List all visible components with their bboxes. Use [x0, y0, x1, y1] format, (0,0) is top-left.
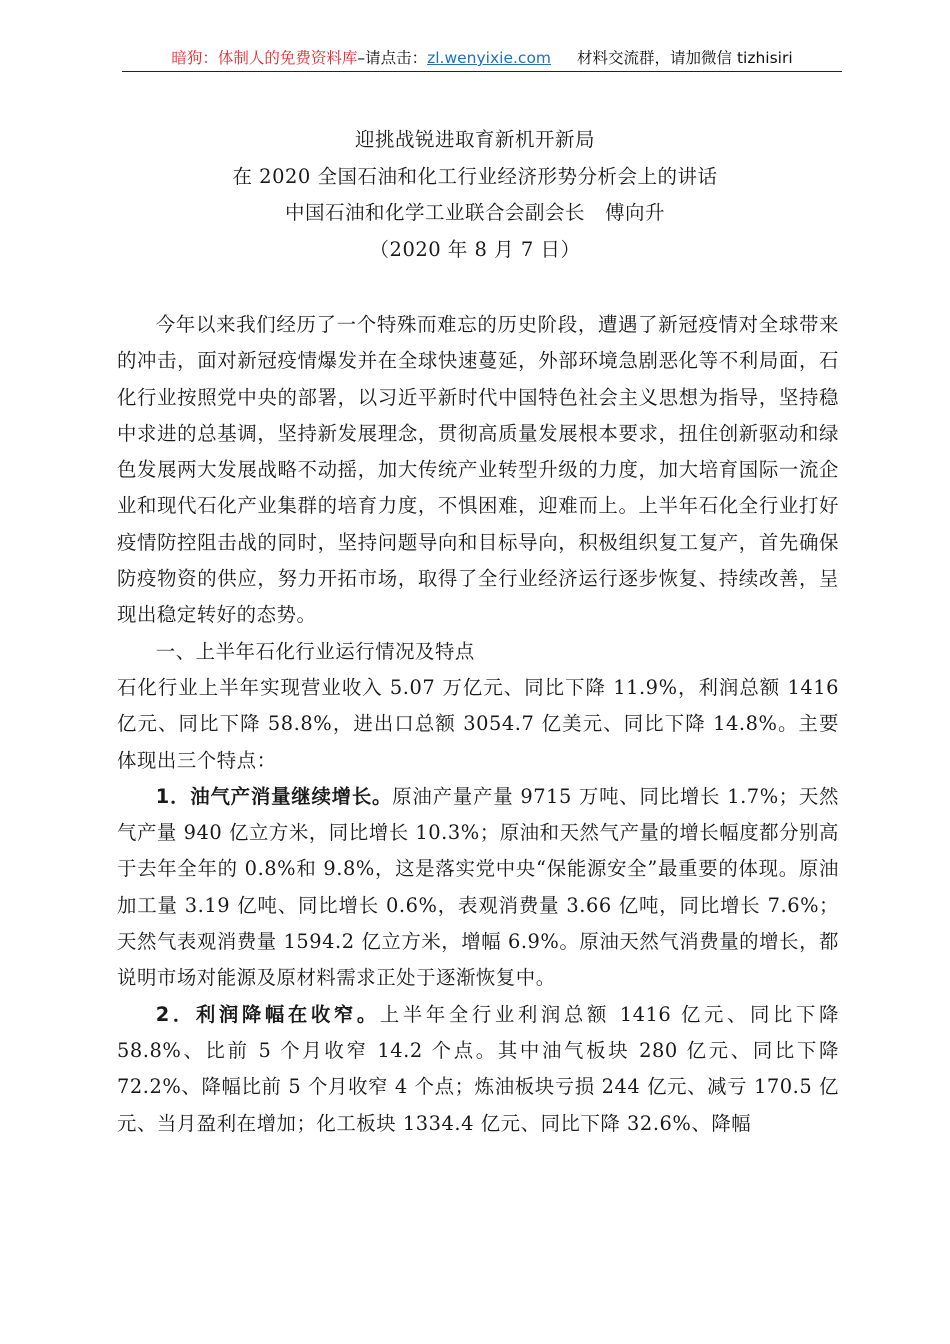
point-2-paragraph	[117, 997, 839, 1142]
speaker-line: 中国石油和化学工业联合会副会长 傅向升	[284, 201, 665, 224]
page-header	[122, 46, 842, 74]
header-divider	[122, 71, 842, 72]
document-body	[117, 307, 839, 1142]
document-title: 迎挑战锐进取育新机开新局	[354, 128, 595, 151]
brand-text: 暗狗：体制人的免费资料库	[171, 49, 358, 67]
document-title-block	[0, 122, 950, 268]
point-1-title: 1．油气产消量继续增长。	[155, 784, 393, 808]
site-link[interactable]: zl.wenyixie.com	[427, 49, 552, 67]
click-prompt: –请点击：	[357, 49, 428, 67]
point-2-title: 2．利润降幅在收窄。	[155, 1002, 380, 1026]
group-contact-text: 材料交流群，请加微信 tizhisiri	[577, 49, 793, 67]
document-subtitle: 在 2020 全国石油和化工行业经济形势分析会上的讲话	[232, 164, 718, 188]
point-1-paragraph	[117, 779, 839, 997]
section-heading: 一、上半年石化行业运行情况及特点	[155, 639, 475, 663]
summary-paragraph: 石化行业上半年实现营业收入 5.07 万亿元、同比下降 11.9%，利润总额 1416 亿元、同比下降 58.8%，进出口总额 3054.7 亿美元、同比下降 14.8%。主要体现出三个特点：	[117, 675, 839, 772]
point-2-text: 上半年全行业利润总额 1416 亿元、同比下降 58.8%、比前 5 个月收窄 14.2 个点。其中油气板块 280 亿元、同比下降 72.2%、降幅比前 5 个月收窄 4 个点；炼油板块亏损 244 亿元、减亏 170.5 亿元、当月盈利在增加；化工板块 1334.4 亿元、同比下降 32.6%、降幅	[117, 1002, 839, 1135]
intro-paragraph: 今年以来我们经历了一个特殊而难忘的历史阶段，遭遇了新冠疫情对全球带来的冲击，面对新冠疫情爆发并在全球快速蔓延，外部环境急剧恶化等不利局面，石化行业按照党中央的部署，以习近平新时代中国特色社会主义思想为指导，坚持稳中求进的总基调，坚持新发展理念，贯彻高质量发展根本要求，扭住创新驱动和绿色发展两大发展战略不动摇，加大传统产业转型升级的力度，加大培育国际一流企业和现代石化产业集群的培育力度，不惧困难，迎难而上。上半年石化全行业打好疫情防控阻击战的同时，坚持问题导向和目标导向，积极组织复工复产，首先确保防疫物资的供应，努力开拓市场，取得了全行业经济运行逐步恢复、持续改善，呈现出稳定转好的态势。	[117, 313, 839, 627]
point-1-text: 原油产量产量 9715 万吨、同比增长 1.7%；天然气产量 940 亿立方米，同比增长 10.3%；原油和天然气产量的增长幅度都分别高于去年全年的 0.8%和 9.8%，这是落实党中央“保能源安全”最重要的体现。原油加工量 3.19 亿吨、同比增长 0.6%，表观消费量 3.66 亿吨，同比增长 7.6%；天然气表观消费量 1594.2 亿立方米，增幅 6.9%。原油天然气消费量的增长，都说明市场对能源及原材料需求正处于逐渐恢复中。	[117, 784, 840, 990]
speech-date: （2020 年 8 月 7 日）	[369, 237, 581, 261]
